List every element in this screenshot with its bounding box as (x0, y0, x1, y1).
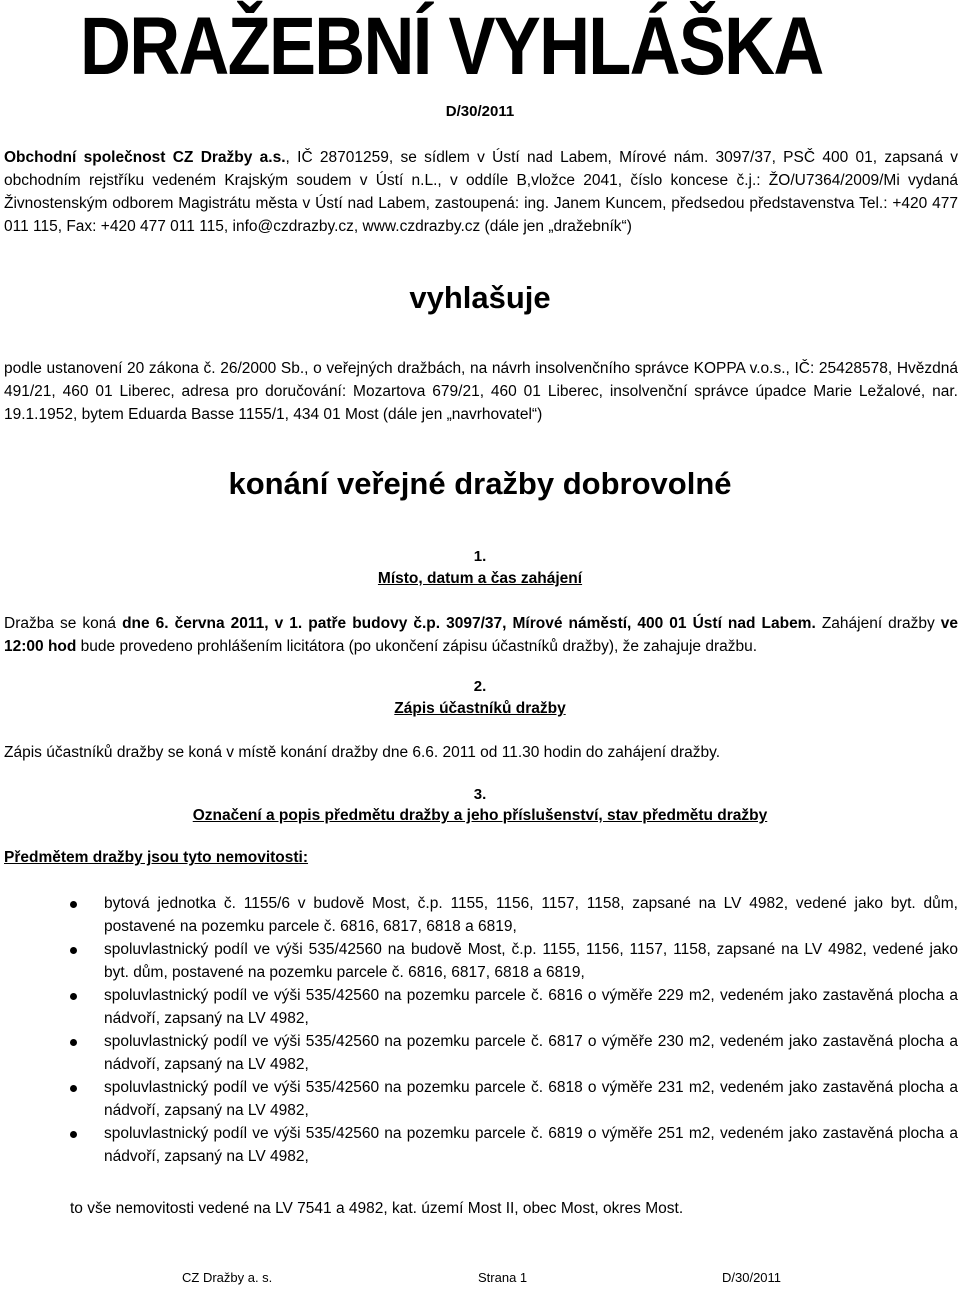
section-2-number: 2. (473, 678, 487, 695)
list-item-text: spoluvlastnický podíl ve výši 535/42560 na pozemku parcele č. 6818 o výměře 231 m2, vedeném jako zastavěná plocha a nádvoří, zapsaný na LV 4982, (104, 1079, 958, 1119)
list-item-text: spoluvlastnický podíl ve výši 535/42560 na pozemku parcele č. 6816 o výměře 229 m2, vedeném jako zastavěná plocha a nádvoří, zapsaný na LV 4982, (104, 987, 958, 1027)
bullet-icon (70, 1085, 77, 1092)
list-item (70, 938, 958, 984)
section-1-text-a: Dražba se koná (4, 615, 123, 632)
list-item (70, 892, 958, 938)
section-3-number: 3. (473, 786, 487, 803)
section-2-text: Zápis účastníků dražby se koná v místě konání dražby dne 6.6. 2011 od 11.30 hodin do zahájení dražby. (4, 744, 721, 761)
list-item (70, 1122, 958, 1168)
auctioneer-details: , IČ 28701259, se sídlem v Ústí nad Labem, Mírové nám. 3097/37, PSČ 400 01, zapsaná v obchodním rejstříku vedeném Krajským soudem v Ústí n.L., v oddíle B,vložce 2041, číslo koncese č.j.: ŽO/U7364/2009/Mi vydaná Živnostenským odborem Magistrátu města v Ústí nad Labem, zastoupená: ing. Janem Kuncem, předsedou představenstva Tel.: +420 477 011 115, Fax: +420 477 011 115, info@czdrazby.cz, www.czdrazby.cz (dále jen „dražebník“) (4, 149, 958, 235)
document-number: D/30/2011 (445, 103, 515, 120)
list-item-text: spoluvlastnický podíl ve výši 535/42560 na pozemku parcele č. 6817 o výměře 230 m2, vedeném jako zastavěná plocha a nádvoří, zapsaný na LV 4982, (104, 1033, 958, 1073)
legal-basis-paragraph: podle ustanovení 20 zákona č. 26/2000 Sb., o veřejných dražbách, na návrh insolvenčního správce KOPPA v.o.s., IČ: 25428578, Hvězdná 491/21, 460 01 Liberec, adresa pro doručování: Mozartova 679/21, 460 01 Liberec, insolvenční správce úpadce Marie Ležalové, nar. 19.1.1952, bytem Eduarda Basse 1155/1, 434 01 Most (dále jen „navrhovatel“) (4, 360, 958, 423)
list-item-text: spoluvlastnický podíl ve výši 535/42560 na pozemku parcele č. 6819 o výměře 251 m2, vedeném jako zastavěná plocha a nádvoří, zapsaný na LV 4982, (104, 1125, 958, 1165)
section-1-date-place: dne 6. června 2011, v 1. patře budovy č.p. 3097/37, Mírové náměstí, 400 01 Ústí nad Labem. (122, 615, 816, 632)
auction-type-heading: konání veřejné dražby dobrovolné (228, 466, 732, 501)
section-3-title: Označení a popis předmětu dražby a jeho příslušenství, stav předmětu dražby (192, 807, 768, 824)
bullet-icon (70, 1131, 77, 1138)
list-item (70, 984, 958, 1030)
footer-company: CZ Dražby a. s. (182, 1270, 273, 1285)
list-item-text: bytová jednotka č. 1155/6 v budově Most, č.p. 1155, 1156, 1157, 1158, zapsané na LV 4982, vedené jako byt. dům, postavené na pozemku parcele č. 6816, 6817, 6818 a 6819, (104, 895, 958, 935)
bullet-icon (70, 947, 77, 954)
document-title: DRAŽEBNÍ VYHLÁŠKA (80, 1, 823, 92)
list-item-text: spoluvlastnický podíl ve výši 535/42560 na budově Most, č.p. 1155, 1156, 1157, 1158, zapsané na LV 4982, vedené jako byt. dům, postavené na pozemku parcele č. 6816, 6817, 6818 a 6819, (104, 941, 958, 981)
announces-heading: vyhlašuje (409, 280, 551, 315)
intro-paragraph (4, 146, 958, 238)
bullet-icon (70, 993, 77, 1000)
section-1-text (4, 612, 958, 658)
section-1-text-b: Zahájení dražby (815, 615, 941, 632)
footer-page-number: Strana 1 (478, 1270, 528, 1285)
section-1-text-c: bude provedeno prohlášením licitátora (po ukončení zápisu účastníků dražby), že zahajuje dražbu. (76, 638, 758, 655)
bullet-icon (70, 1039, 77, 1046)
bullet-icon (70, 901, 77, 908)
auctioneer-name: Obchodní společnost CZ Dražby a.s. (4, 149, 286, 166)
footer-doc-number: D/30/2011 (722, 1270, 782, 1285)
section-1-number: 1. (473, 548, 487, 565)
closing-text: to vše nemovitosti vedené na LV 7541 a 4982, kat. území Most II, obec Most, okres Most. (70, 1200, 684, 1217)
property-list (70, 892, 958, 1168)
section-2-title: Zápis účastníků dražby (394, 700, 566, 717)
subject-label: Předmětem dražby jsou tyto nemovitosti: (4, 849, 309, 866)
list-item (70, 1076, 958, 1122)
section-1-title: Místo, datum a čas zahájení (377, 570, 583, 587)
list-item (70, 1030, 958, 1076)
section-1-time: ve 12:00 hod (4, 615, 958, 655)
